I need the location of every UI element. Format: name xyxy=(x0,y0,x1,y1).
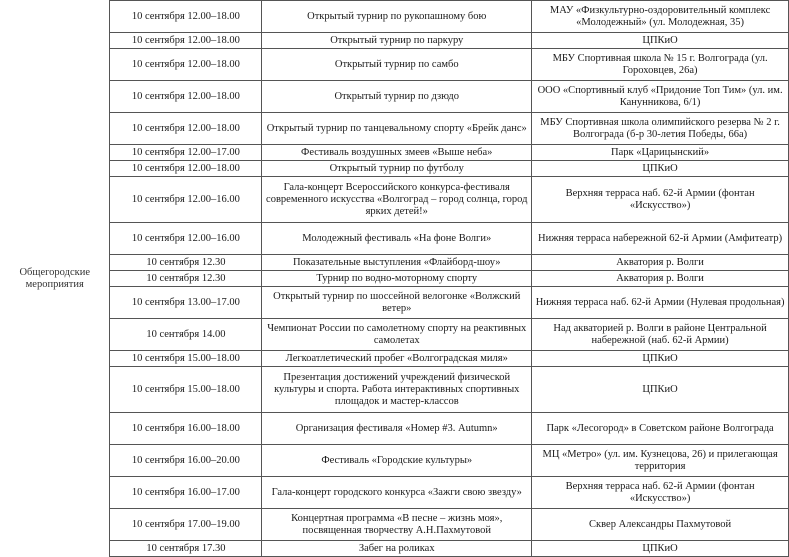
event-cell: Открытый турнир по футболу xyxy=(262,161,532,177)
date-cell: 10 сентября 16.00–17.00 xyxy=(110,477,262,509)
table-row xyxy=(0,351,789,367)
event-cell: Открытый турнир по рукопашному бою xyxy=(262,1,532,33)
table-row xyxy=(0,271,789,287)
table-row xyxy=(0,477,789,509)
event-cell: Открытый турнир по самбо xyxy=(262,49,532,81)
date-cell: 10 сентября 12.00–16.00 xyxy=(110,223,262,255)
date-cell: 10 сентября 15.00–18.00 xyxy=(110,367,262,413)
date-cell: 10 сентября 15.00–18.00 xyxy=(110,351,262,367)
date-cell: 10 сентября 12.00–18.00 xyxy=(110,161,262,177)
date-cell: 10 сентября 12.00–18.00 xyxy=(110,49,262,81)
date-cell: 10 сентября 12.00–18.00 xyxy=(110,113,262,145)
place-cell: Парк «Лесогород» в Советском районе Волгограда xyxy=(532,413,789,445)
table-row xyxy=(0,113,789,145)
place-cell: ЦПКиО xyxy=(532,351,789,367)
table-row xyxy=(0,1,789,33)
event-cell: Забег на роликах xyxy=(262,541,532,557)
table-row xyxy=(0,33,789,49)
date-cell: 10 сентября 12.00–17.00 xyxy=(110,145,262,161)
events-table-body xyxy=(0,1,789,557)
place-cell: Сквер Александры Пахмутовой xyxy=(532,509,789,541)
place-cell: Нижняя терраса наб. 62-й Армии (Нулевая продольная) xyxy=(532,287,789,319)
place-cell: Акватория р. Волги xyxy=(532,271,789,287)
date-cell: 10 сентября 16.00–20.00 xyxy=(110,445,262,477)
event-cell: Презентация достижений учреждений физической культуры и спорта. Работа интерактивных спортивных площадок и мастер-классов xyxy=(262,367,532,413)
table-row xyxy=(0,223,789,255)
table-row xyxy=(0,319,789,351)
place-cell: Акватория р. Волги xyxy=(532,255,789,271)
table-row xyxy=(0,49,789,81)
table-row xyxy=(0,287,789,319)
event-cell: Турнир по водно-моторному спорту xyxy=(262,271,532,287)
table-row xyxy=(0,161,789,177)
date-cell: 10 сентября 12.30 xyxy=(110,255,262,271)
event-cell: Открытый турнир по шоссейной велогонке «Волжский ветер» xyxy=(262,287,532,319)
date-cell: 10 сентября 12.00–16.00 xyxy=(110,177,262,223)
event-cell: Легкоатлетический пробег «Волгоградская миля» xyxy=(262,351,532,367)
table-row xyxy=(0,413,789,445)
place-cell: Нижняя терраса набережной 62-й Армии (Амфитеатр) xyxy=(532,223,789,255)
date-cell: 10 сентября 13.00–17.00 xyxy=(110,287,262,319)
event-cell: Организация фестиваля «Номер #3. Autumn» xyxy=(262,413,532,445)
place-cell: МБУ Спортивная школа олимпийского резерва № 2 г. Волгограда (б-р 30-летия Победы, 66а) xyxy=(532,113,789,145)
place-cell: МБУ Спортивная школа № 15 г. Волгограда (ул. Гороховцев, 26а) xyxy=(532,49,789,81)
event-cell: Открытый турнир по паркуру xyxy=(262,33,532,49)
place-cell: Верхняя терраса наб. 62-й Армии (фонтан «Искусство») xyxy=(532,477,789,509)
category-cell: Общегородские мероприятия xyxy=(0,1,110,557)
place-cell: ЦПКиО xyxy=(532,367,789,413)
place-cell: ЦПКиО xyxy=(532,33,789,49)
date-cell: 10 сентября 16.00–18.00 xyxy=(110,413,262,445)
event-cell: Открытый турнир по танцевальному спорту «Брейк данс» xyxy=(262,113,532,145)
date-cell: 10 сентября 12.30 xyxy=(110,271,262,287)
date-cell: 10 сентября 12.00–18.00 xyxy=(110,1,262,33)
event-cell: Концертная программа «В песне – жизнь моя», посвященная творчеству А.Н.Пахмутовой xyxy=(262,509,532,541)
event-cell: Показательные выступления «Флайборд-шоу» xyxy=(262,255,532,271)
place-cell: ЦПКиО xyxy=(532,161,789,177)
table-row xyxy=(0,541,789,557)
place-cell: МАУ «Физкультурно-оздоровительный комплекс «Молодежный» (ул. Молодежная, 35) xyxy=(532,1,789,33)
place-cell: ООО «Спортивный клуб «Придоние Топ Тим» (ул. им. Канунникова, 6/1) xyxy=(532,81,789,113)
date-cell: 10 сентября 17.30 xyxy=(110,541,262,557)
event-cell: Чемпионат России по самолетному спорту на реактивных самолетах xyxy=(262,319,532,351)
event-cell: Фестиваль «Городские культуры» xyxy=(262,445,532,477)
date-cell: 10 сентября 17.00–19.00 xyxy=(110,509,262,541)
event-cell: Гала-концерт городского конкурса «Зажги свою звезду» xyxy=(262,477,532,509)
event-cell: Фестиваль воздушных змеев «Выше неба» xyxy=(262,145,532,161)
place-cell: Над акваторией р. Волги в районе Центральной набережной (наб. 62-й Армии) xyxy=(532,319,789,351)
event-cell: Открытый турнир по дзюдо xyxy=(262,81,532,113)
place-cell: ЦПКиО xyxy=(532,541,789,557)
place-cell: Парк «Царицынский» xyxy=(532,145,789,161)
table-row xyxy=(0,367,789,413)
place-cell: Верхняя терраса наб. 62-й Армии (фонтан «Искусство») xyxy=(532,177,789,223)
table-row xyxy=(0,509,789,541)
table-row xyxy=(0,177,789,223)
date-cell: 10 сентября 14.00 xyxy=(110,319,262,351)
table-row xyxy=(0,445,789,477)
table-row xyxy=(0,81,789,113)
place-cell: МЦ «Метро» (ул. им. Кузнецова, 26) и прилегающая территория xyxy=(532,445,789,477)
date-cell: 10 сентября 12.00–18.00 xyxy=(110,33,262,49)
table-row xyxy=(0,255,789,271)
date-cell: 10 сентября 12.00–18.00 xyxy=(110,81,262,113)
event-cell: Молодежный фестиваль «На фоне Волги» xyxy=(262,223,532,255)
table-row xyxy=(0,145,789,161)
event-cell: Гала-концерт Всероссийского конкурса-фестиваля современного искусства «Волгоград – город солнца, город ярких детей!» xyxy=(262,177,532,223)
